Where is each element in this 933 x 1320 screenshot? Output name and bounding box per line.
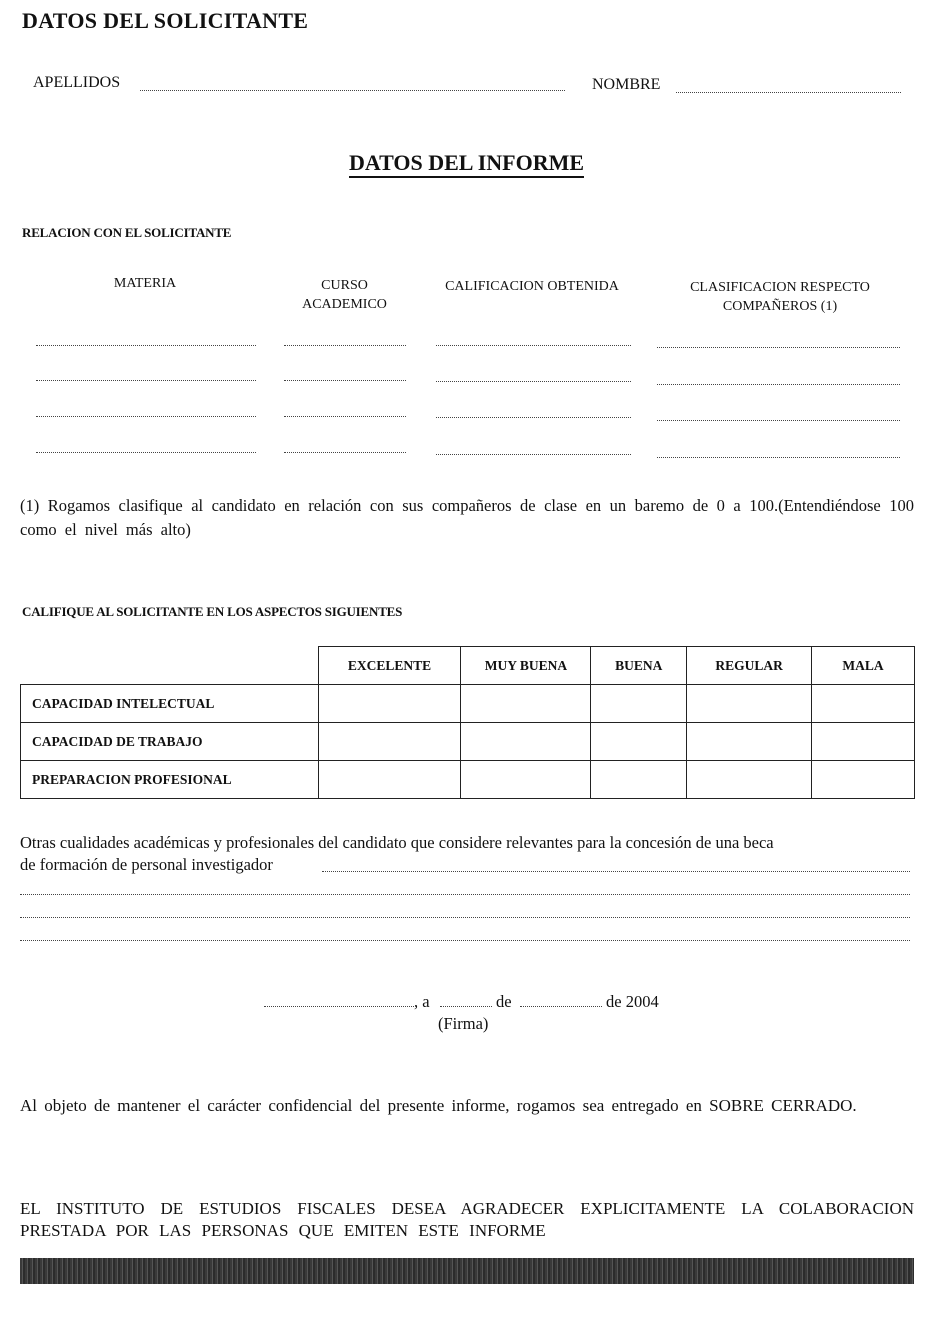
scale-header: MUY BUENA — [461, 647, 591, 685]
rating-heading: CALIFIQUE AL SOLICITANTE EN LOS ASPECTOS SIGUIENTES — [22, 604, 403, 619]
other-qualities-text: Otras cualidades académicas y profesionales del candidato que considere relevantes para la concesión de una beca de formación de personal investigador — [20, 833, 774, 874]
relation-label: RELACION CON EL SOLICITANTE — [22, 225, 232, 240]
calificacion-field[interactable] — [436, 417, 631, 418]
report-heading: DATOS DEL INFORME — [0, 150, 933, 176]
aspect-label: CAPACIDAD INTELECTUAL — [21, 685, 319, 723]
footnote: (1) Rogamos clasifique al candidato en relación con sus compañeros de clase en un baremo de 0 a 100.(Entendiéndose 100 como el nivel más alto) — [20, 496, 914, 539]
firma-label: (Firma) — [438, 1014, 489, 1033]
materia-field[interactable] — [36, 452, 256, 453]
materia-field[interactable] — [36, 380, 256, 381]
curso-field[interactable] — [284, 345, 406, 346]
calificacion-field[interactable] — [436, 454, 631, 455]
rating-cell[interactable] — [591, 761, 687, 799]
rating-cell[interactable] — [318, 685, 461, 723]
thanks-note: EL INSTITUTO DE ESTUDIOS FISCALES DESEA AGRADECER EXPLICITAMENTE LA COLABORACION PRESTADA POR LAS PERSONAS QUE EMITEN ESTE INFORME — [20, 1199, 914, 1240]
column-materia: MATERIA — [113, 276, 177, 291]
other-qualities-field[interactable] — [20, 917, 910, 918]
scale-header: REGULAR — [687, 647, 812, 685]
other-qualities-field[interactable] — [20, 940, 910, 941]
calificacion-field[interactable] — [436, 381, 631, 382]
footer-bar — [20, 1258, 914, 1284]
table-corner — [21, 647, 319, 685]
date-year-label: de 2004 — [606, 992, 659, 1011]
aspect-label: CAPACIDAD DE TRABAJO — [21, 723, 319, 761]
rating-table — [20, 646, 915, 799]
applicant-heading: DATOS DEL SOLICITANTE — [22, 8, 309, 33]
rating-cell[interactable] — [318, 723, 461, 761]
rating-cell[interactable] — [461, 761, 591, 799]
clasificacion-field[interactable] — [657, 420, 900, 421]
column-calificacion: CALIFICACION OBTENIDA — [445, 279, 619, 294]
surname-field[interactable] — [140, 90, 565, 91]
scale-header: EXCELENTE — [318, 647, 461, 685]
clasificacion-field[interactable] — [657, 347, 900, 348]
curso-field[interactable] — [284, 380, 406, 381]
date-de-label: de — [496, 992, 512, 1011]
column-curso-academico: CURSO ACADEMICO — [302, 278, 387, 312]
other-qualities-field[interactable] — [20, 894, 910, 895]
clasificacion-field[interactable] — [657, 457, 900, 458]
rating-cell[interactable] — [687, 761, 812, 799]
rating-cell[interactable] — [687, 685, 812, 723]
day-field[interactable] — [440, 1006, 492, 1007]
rating-cell[interactable] — [318, 761, 461, 799]
aspect-label: PREPARACION PROFESIONAL — [21, 761, 319, 799]
other-qualities-field[interactable] — [322, 871, 910, 872]
rating-cell[interactable] — [812, 685, 915, 723]
name-field[interactable] — [676, 92, 901, 93]
rating-cell[interactable] — [687, 723, 812, 761]
name-label: NOMBRE — [592, 76, 661, 93]
rating-cell[interactable] — [812, 723, 915, 761]
scale-header: MALA — [812, 647, 915, 685]
rating-cell[interactable] — [591, 723, 687, 761]
surname-label: APELLIDOS — [33, 74, 121, 91]
scale-header: BUENA — [591, 647, 687, 685]
place-field[interactable] — [264, 1006, 414, 1007]
rating-cell[interactable] — [591, 685, 687, 723]
month-field[interactable] — [520, 1006, 602, 1007]
materia-field[interactable] — [36, 416, 256, 417]
rating-cell[interactable] — [461, 685, 591, 723]
rating-cell[interactable] — [461, 723, 591, 761]
curso-field[interactable] — [284, 416, 406, 417]
curso-field[interactable] — [284, 452, 406, 453]
materia-field[interactable] — [36, 345, 256, 346]
clasificacion-field[interactable] — [657, 384, 900, 385]
calificacion-field[interactable] — [436, 345, 631, 346]
column-clasificacion: CLASIFICACION RESPECTO COMPAÑEROS (1) — [690, 280, 870, 314]
confidential-note: Al objeto de mantener el carácter confidencial del presente informe, rogamos sea entregado en SOBRE CERRADO. — [20, 1096, 857, 1115]
rating-cell[interactable] — [812, 761, 915, 799]
date-a-label: , a — [414, 992, 430, 1011]
